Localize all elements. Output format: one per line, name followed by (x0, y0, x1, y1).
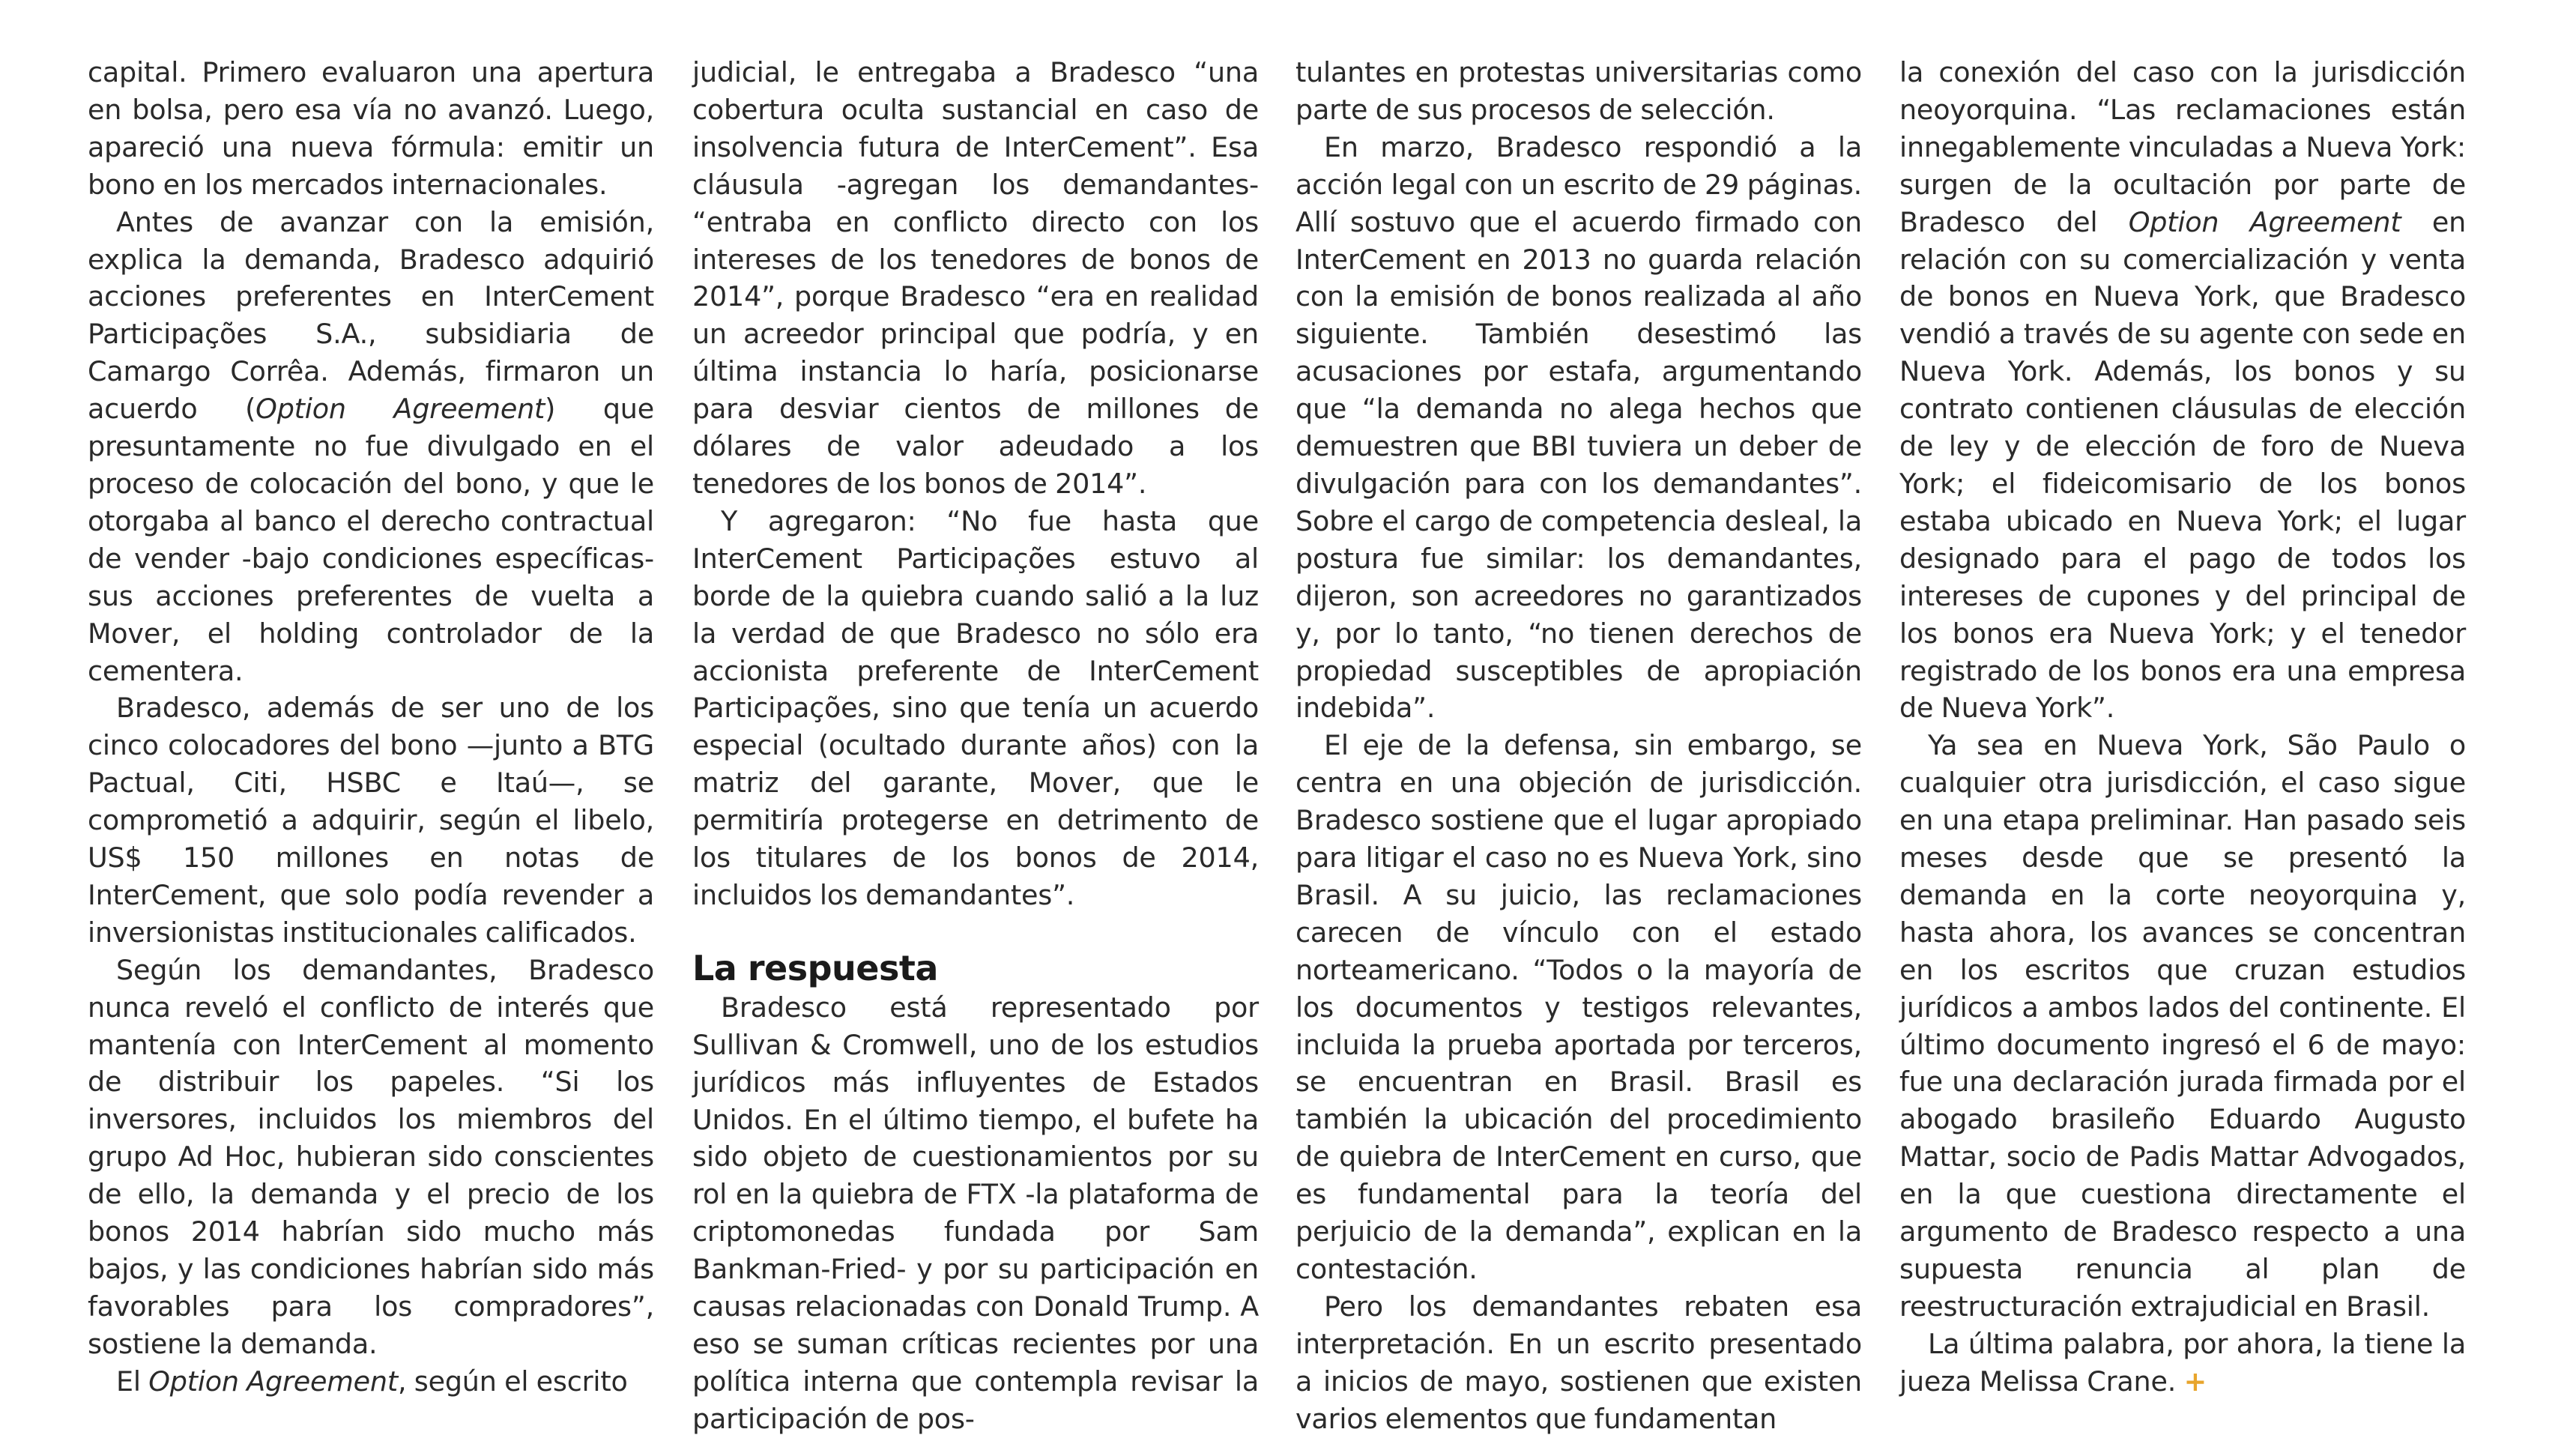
article-column-1 (88, 54, 654, 1401)
paragraph: Pero los demandantes rebaten esa interpretación. En un escrito presentado a inicios de mayo, sostienen que existen varios elementos que fundamentan (1295, 1290, 1862, 1435)
paragraph: Y agregaron: “No fue hasta que InterCement Participações estuvo al borde de la quiebra cuando salió a la luz la verdad de que Bradesco no sólo era accionista preferente de InterCement Participações, sino que tenía un acuerdo especial (ocultado durante años) con la matriz del garante, Mover, que le permitiría protegerse en detrimento de los titulares de los bonos de 2014, incluidos los demandantes”. (692, 504, 1259, 911)
article-column-2 (692, 54, 1259, 1438)
paragraph: El eje de la defensa, sin embargo, se centra en una objeción de jurisdicción. Bradesco sostiene que el lugar apropiado para litigar el caso no es Nueva York, sino Brasil. A su juicio, las reclamaciones carecen de vínculo con el estado norteamericano. “Todos o la mayoría de los documentos y testigos relevantes, incluida la prueba aportada por terceros, se encuentran en Brasil. Brasil es también la ubicación del procedimiento de quiebra de InterCement en curso, que es fundamental para la teoría del perjuicio de la demanda”, explican en la contestación. (1295, 729, 1862, 1285)
paragraph: La última palabra, por ahora, la tiene la jueza Melissa Crane. + (1899, 1327, 2466, 1398)
italic-term: Option Agreement (2128, 205, 2401, 238)
italic-term: Option Agreement (256, 393, 545, 426)
paragraph: Antes de avanzar con la emisión, explica la demanda, Bradesco adquirió acciones preferentes en InterCement Participações S.A., subsidiaria de Camargo Corrêa. Además, firmaron un acuerdo (Option Agreement) que presuntamente no fue divulgado en el proceso de colocación del bono, y que le otorgaba al banco el derecho contractual de vender -bajo condiciones específicas- sus acciones preferentes de vuelta a Mover, el holding controlador de la cementera. (88, 205, 654, 687)
article-column-3 (1295, 54, 1862, 1438)
paragraph: Según los demandantes, Bradesco nunca reveló el conflicto de interés que mantenía con InterCement al momento de distribuir los papeles. “Si los inversores, incluidos los miembros del grupo Ad Hoc, hubieran sido conscientes de ello, la demanda y el precio de los bonos 2014 habrían sido mucho más bajos, y las condiciones habrían sido más favorables para los compradores”, sostiene la demanda. (88, 953, 654, 1360)
article-column-4 (1899, 54, 2466, 1401)
paragraph: la conexión del caso con la jurisdicción neoyorquina. “Las reclamaciones están innegablemente vinculadas a Nueva York: surgen de la ocultación por parte de Bradesco del Option Agreement en relación con su comercialización y venta de bonos en Nueva York, que Bradesco vendió a través de su agente con sede en Nueva York. Además, los bonos y su contrato contienen cláusulas de elección de ley y de elección de foro de Nueva York; el fideicomisario de los bonos estaba ubicado en Nueva York; el lugar designado para el pago de todos los intereses de cupones y del principal de los bonos era Nueva York; y el tenedor registrado de los bonos era una empresa de Nueva York”. (1899, 56, 2467, 725)
paragraph: capital. Primero evaluaron una apertura en bolsa, pero esa vía no avanzó. Luego, apareció una nueva fórmula: emitir un bono en los mercados internacionales. (88, 56, 654, 201)
paragraph: Ya sea en Nueva York, São Paulo o cualquier otra jurisdicción, el caso sigue en una etapa preliminar. Han pasado seis meses desde que se presentó la demanda en la corte neoyorquina y, hasta ahora, los avances se concentran en los escritos que cruzan estudios jurídicos a ambos lados del continente. El último documento ingresó el 6 de mayo: fue una declaración jurada firmada por el abogado brasileño Eduardo Augusto Mattar, socio de Padis Mattar Advogados, en la que cuestiona directamente el argumento de Bradesco respecto a una supuesta renuncia al plan de reestructuración extrajudicial en Brasil. (1899, 729, 2466, 1323)
paragraph: Bradesco, además de ser uno de los cinco colocadores del bono —junto a BTG Pactual, Citi, HSBC e Itaú—, se comprometió a adquirir, según el libelo, US$ 150 millones en notas de InterCement, que solo podía revender a inversionistas institucionales calificados. (88, 692, 654, 949)
section-subheading: La respuesta (692, 947, 938, 988)
paragraph: judicial, le entregaba a Bradesco “una cobertura oculta sustancial en caso de insolvencia futura de InterCement”. Esa cláusula -agregan los demandantes- “entraba en conflicto directo con los intereses de los tenedores de bonos de 2014”, porque Bradesco “era en realidad un acreedor principal que podría, y en última instancia lo haría, posicionarse para desviar cientos de millones de dólares de valor adeudado a los tenedores de los bonos de 2014”. (692, 56, 1259, 500)
paragraph: Bradesco está representado por Sullivan & Cromwell, uno de los estudios jurídicos más influyentes de Estados Unidos. En el último tiempo, el bufete ha sido objeto de cuestionamientos por su rol en la quiebra de FTX -la plataforma de criptomonedas fundada por Sam Bankman-Fried- y por su participación en causas relacionadas con Donald Trump. A eso se suman críticas recientes por una política interna que contempla revisar la participación de pos- (692, 991, 1259, 1435)
italic-term: Option Agreement (148, 1365, 398, 1398)
paragraph: En marzo, Bradesco respondió a la acción legal con un escrito de 29 páginas. Allí sostuvo que el acuerdo firmado con InterCement en 2013 no guarda relación con la emisión de bonos realizada al año siguiente. También desestimó las acusaciones por estafa, argumentando que “la demanda no alega hechos que demuestren que BBI tuviera un deber de divulgación para con los demandantes”. Sobre el cargo de competencia desleal, la postura fue similar: los demandantes, dijeron, son acreedores no garantizados y, por lo tanto, “no tienen derechos de propiedad susceptibles de apropiación indebida”. (1295, 130, 1862, 725)
end-of-article-mark: + (2183, 1365, 2207, 1398)
paragraph: El Option Agreement, según el escrito (116, 1365, 628, 1398)
paragraph: tulantes en protestas universitarias como parte de sus procesos de selección. (1295, 56, 1862, 126)
